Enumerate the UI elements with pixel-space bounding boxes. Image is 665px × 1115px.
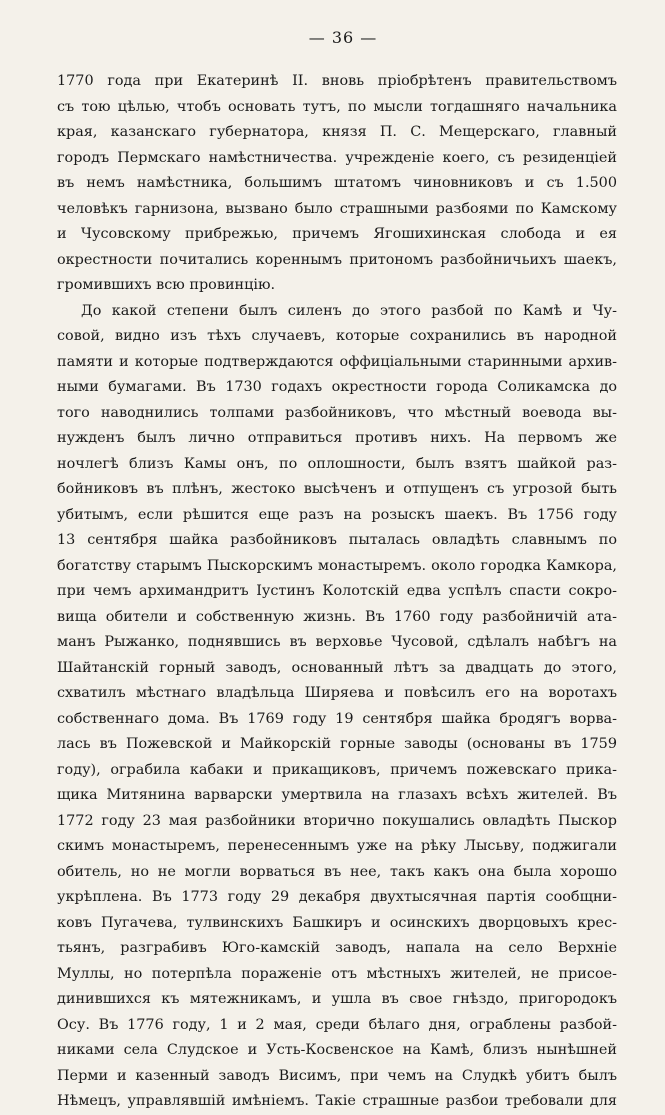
text-line: тьянъ, разграбивъ Юго-камскій заводъ, напала на село Верхніе	[57, 940, 617, 956]
text-line: края, казанскаго губернатора, князя П. С. Мещерскаго, главный	[57, 124, 617, 140]
text-line: совой, видно изъ тѣхъ случаевъ, которые сохранились въ народной	[57, 328, 617, 344]
text-line: человѣкъ гарнизона, вызвано было страшными разбоями по Камскому	[57, 200, 617, 217]
page-number: — 36 —	[308, 28, 378, 47]
text-line: Перми и казенный заводъ Висимъ, при чемъ на Слудкѣ убитъ былъ	[57, 1067, 617, 1084]
text-line: 13 сентября шайка разбойниковъ пыталась овладѣть славнымъ по	[57, 532, 617, 548]
text-line: и Чусовскому прибрежью, причемъ Ягошихинская слобода и ея	[57, 226, 617, 242]
text-line: никами села Слудское и Усть-Косвенское на Камѣ, близъ нынѣшней	[57, 1042, 617, 1058]
text-line: собственнаго дома. Въ 1769 году 19 сентября шайка бродягъ ворва-	[57, 710, 617, 727]
text-line: въ немъ намѣстника, большимъ штатомъ чиновниковъ и съ 1.500	[57, 175, 617, 191]
text-line: нужденъ былъ лично отправиться противъ нихъ. На первомъ же	[57, 430, 617, 446]
text-line: обитель, но не могли ворваться въ нее, такъ какъ она была хорошо	[57, 863, 617, 880]
text-line: динившихся къ мятежникамъ, и ушла въ свое гнѣздо, пригородокъ	[57, 991, 617, 1007]
text-line: съ тою цѣлью, чтобъ основать тутъ, по мысли тогдашняго начальника	[57, 98, 617, 115]
text-line: ными бумагами. Въ 1730 годахъ окрестности города Соликамска до	[57, 379, 617, 395]
text-line: окрестности почитались кореннымъ притономъ разбойничьихъ шаекъ,	[57, 251, 617, 268]
text-line: щика Митянина варварски умертвила на глазахъ всѣхъ жителей. Въ	[57, 787, 617, 803]
text-line: ночлегѣ близъ Камы онъ, по оплошности, былъ взятъ шайкой раз-	[57, 455, 617, 472]
text-line: 1770 года при Екатеринѣ II. вновь пріобрѣтенъ правительствомъ	[57, 73, 617, 89]
text-line: лась въ Пожевской и Майкорскій горные заводы (основаны въ 1759	[57, 736, 617, 752]
paragraph-1	[57, 69, 617, 299]
text-line: Нѣмецъ, управлявшій имѣніемъ. Такіе страшные разбои требовали для	[57, 1093, 617, 1109]
text-line: ковъ Пугачева, тулвинскихъ Башкиръ и осинскихъ дворцовыхъ крес-	[57, 914, 617, 931]
text-line: вища обители и собственную жизнь. Въ 1760 году разбойничій ата-	[57, 608, 617, 625]
text-line: схватилъ мѣстнаго владѣльца Ширяева и повѣсилъ его на воротахъ	[57, 685, 617, 701]
text-line: скимъ монастыремъ, перенесеннымъ уже на рѣку Лысьву, поджигали	[57, 838, 617, 854]
text-line: памяти и которые подтверждаются оффиціальными старинными архив-	[57, 353, 617, 370]
text-line: Шайтанскій горный заводъ, основанный лѣтъ за двадцать до этого,	[57, 659, 617, 676]
text-line: богатству старымъ Пыскорскимъ монастыремъ. около городка Камкора,	[57, 557, 617, 574]
text-line: убитымъ, если рѣшится еще разъ на розыскъ шаекъ. Въ 1756 году	[57, 506, 617, 523]
paragraph-2	[57, 299, 617, 1115]
text-line: 1772 году 23 мая разбойники вторично покушались овладѣть Пыскор	[57, 812, 617, 829]
text-line: Осу. Въ 1776 году, 1 и 2 мая, среди бѣлаго дня, ограблены разбой-	[57, 1016, 617, 1033]
text-line: укрѣплена. Въ 1773 году 29 декабря двухтысячная партія сообщни-	[57, 889, 617, 905]
text-line: Муллы, но потерпѣла пораженіе отъ мѣстныхъ жителей, не присое-	[57, 965, 617, 982]
text-line: громившихъ всю провинцію.	[57, 277, 276, 293]
text-line: манъ Рыжанко, поднявшись въ верховье Чусовой, сдѣлалъ набѣгъ на	[57, 634, 617, 650]
text-line: того наводнились толпами разбойниковъ, что мѣстный воевода вы-	[57, 404, 617, 421]
text-line: городъ Пермскаго намѣстничества. учрежденіе коего, съ резиденціей	[57, 149, 617, 166]
body-text	[57, 69, 617, 1115]
text-line: бойниковъ въ плѣнъ, жестоко высѣченъ и отпущенъ съ угрозой быть	[57, 481, 617, 497]
text-line: До какой степени былъ силенъ до этого разбой по Камѣ и Чу-	[81, 302, 617, 319]
text-line: году), ограбила кабаки и прикащиковъ, причемъ пожевскаго прика-	[57, 761, 617, 778]
text-line: при чемъ архимандритъ Іустинъ Колотскій едва успѣлъ спасти сокро-	[57, 583, 617, 599]
